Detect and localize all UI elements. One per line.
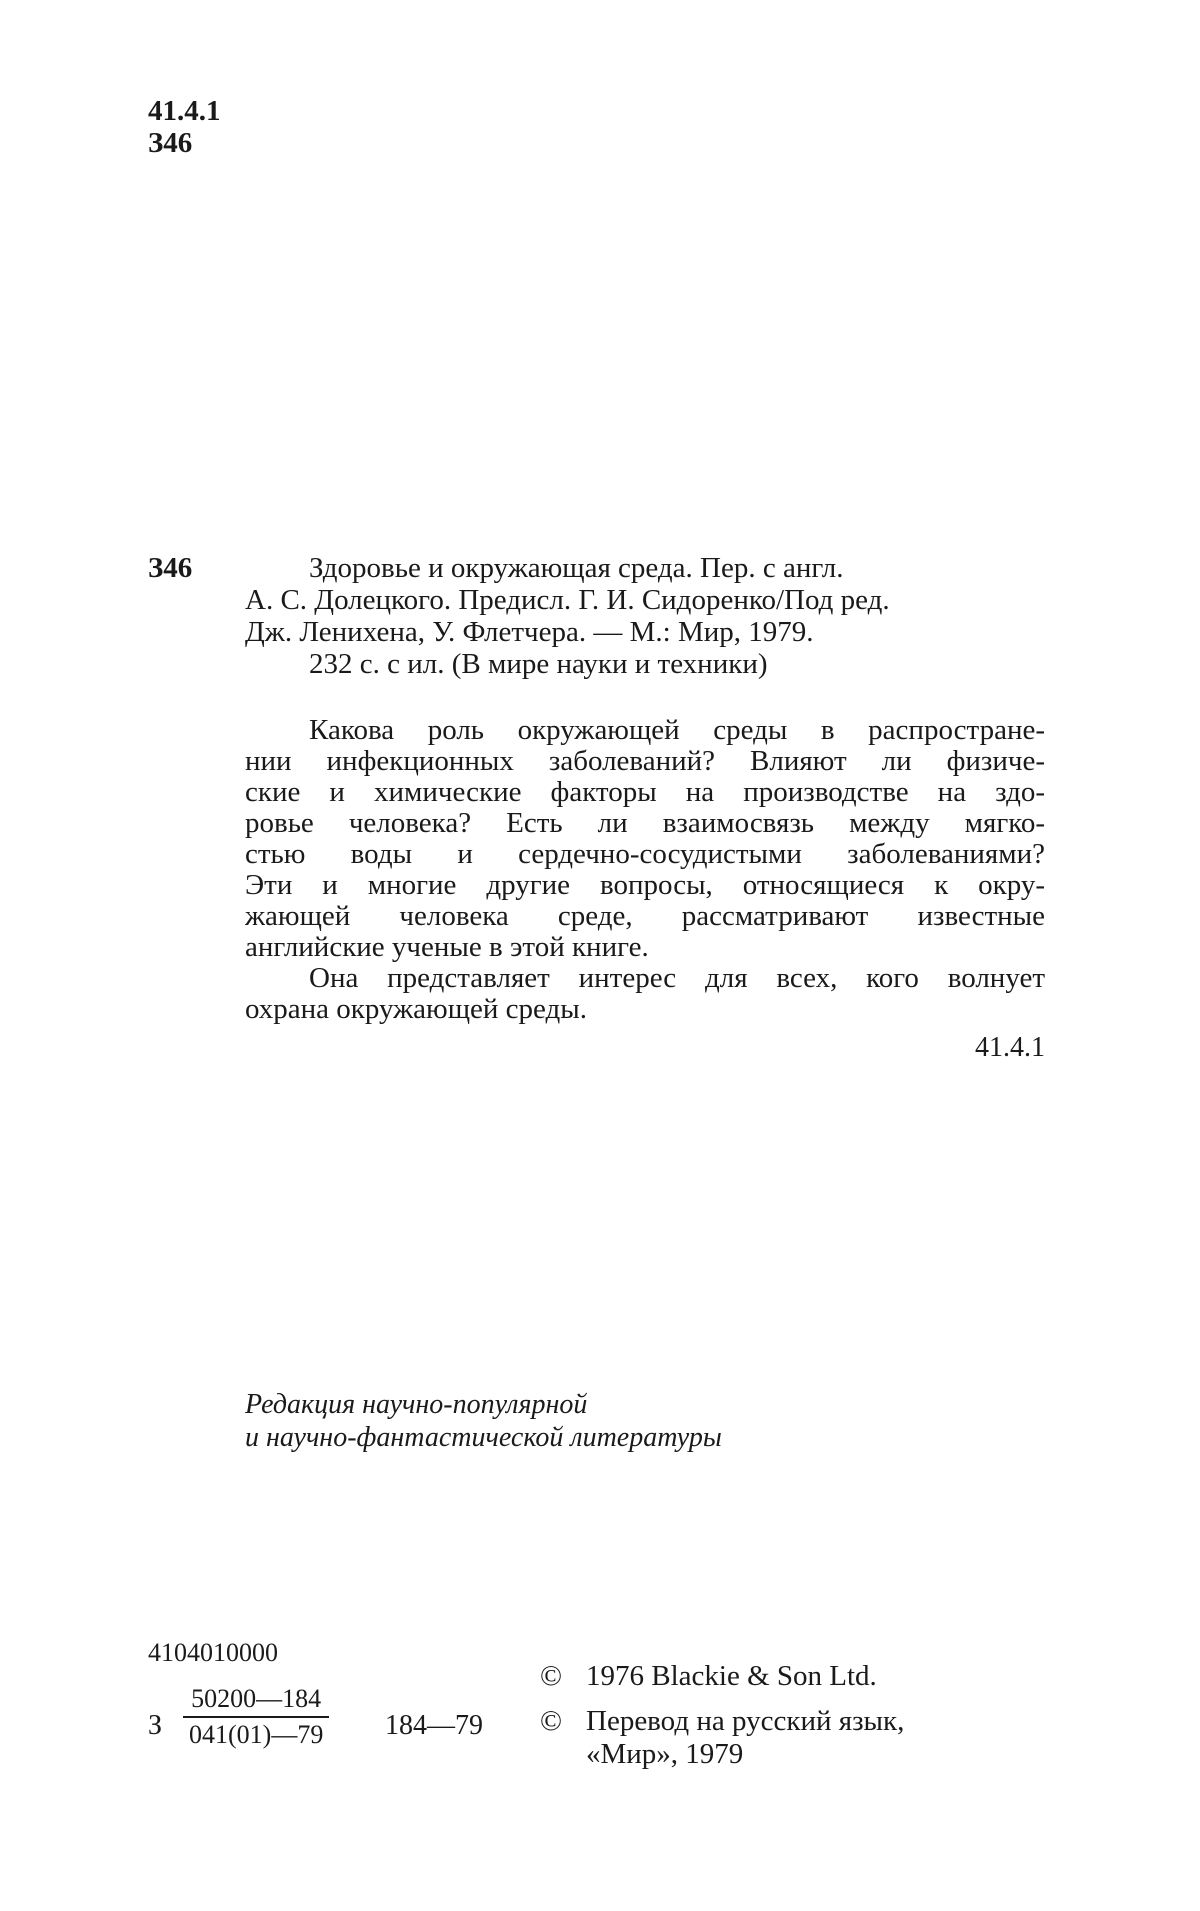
imprint-line: и научно-фантастической литературы <box>245 1422 722 1453</box>
editorial-imprint <box>245 1388 722 1454</box>
annotation-line: ские и химические факторы на производстве на здо- <box>245 776 1045 808</box>
biblio-line: А. С. Долецкого. Предисл. Г. И. Сидоренко/Под ред. <box>245 584 890 616</box>
udk-code: 41.4.1 <box>148 95 221 127</box>
copyright-original <box>540 1660 877 1693</box>
annotation-line: жающей человека среде, рассматривают известные <box>245 900 1045 932</box>
annotation-line: нии инфекционных заболеваний? Влияют ли физиче- <box>245 745 1045 777</box>
copyright-text: 1976 Blackie & Son Ltd. <box>586 1660 877 1692</box>
copyright-icon: © <box>540 1660 563 1692</box>
annotation-line: охрана окружающей среды. <box>245 993 588 1025</box>
biblio-line: 232 с. с ил. (В мире науки и техники) <box>309 648 768 680</box>
index-tail: 184—79 <box>385 1710 483 1741</box>
annotation-line: Какова роль окружающей среды в распростране- <box>309 714 1045 746</box>
annotation-code: 41.4.1 <box>975 1032 1045 1063</box>
imprint-line: Редакция научно-популярной <box>245 1389 588 1420</box>
annotation-line: Она представляет интерес для всех, кого волнует <box>309 962 1045 994</box>
annotation-line: ровье человека? Есть ли взаимосвязь между мягко- <box>245 807 1045 839</box>
biblio-line: Здоровье и окружающая среда. Пер. с англ. <box>309 552 844 584</box>
index-fraction <box>183 1684 329 1750</box>
index-prefix: З <box>148 1710 163 1741</box>
fraction-numerator: 50200—184 <box>183 1684 329 1718</box>
copyright-translation <box>540 1705 904 1771</box>
biblio-line: Дж. Ленихена, У. Флетчера. — М.: Мир, 1979. <box>245 616 814 648</box>
annotation <box>245 715 1045 1025</box>
bibliographic-description <box>245 552 1045 680</box>
annotation-line: английские ученые в этой книге. <box>245 931 649 963</box>
entry-number: З46 <box>148 552 193 584</box>
author-mark: З46 <box>148 127 193 159</box>
annotation-line: стью воды и сердечно-сосудистыми заболеваниями? <box>245 838 1045 870</box>
udk-classification <box>148 95 221 159</box>
copyright-text: Перевод на русский язык, <box>586 1705 905 1737</box>
fraction-denominator: 041(01)—79 <box>189 1720 324 1749</box>
copyright-text: «Мир», 1979 <box>586 1738 744 1770</box>
copyright-icon: © <box>540 1705 563 1737</box>
annotation-line: Эти и многие другие вопросы, относящиеся к окру- <box>245 869 1045 901</box>
publication-index-number: 4104010000 <box>148 1638 278 1667</box>
